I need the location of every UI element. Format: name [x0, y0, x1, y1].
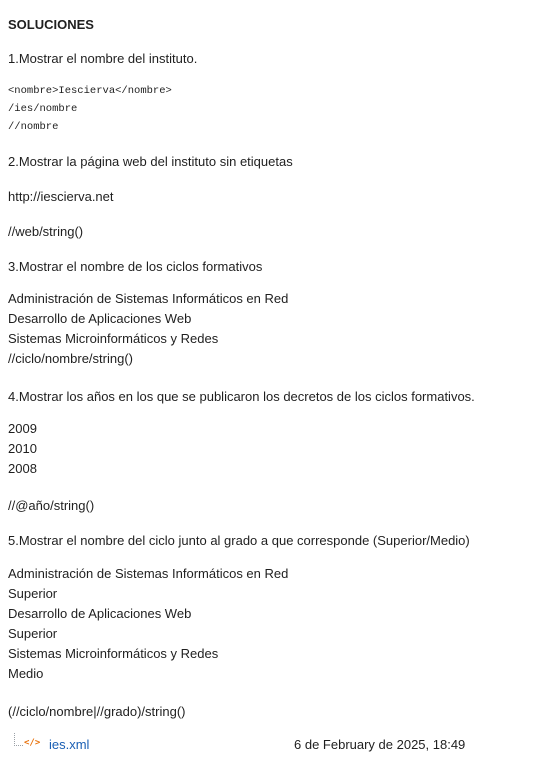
answer-line: Desarrollo de Aplicaciones Web: [8, 606, 192, 621]
answer-line: 2010: [8, 441, 37, 456]
q2-answer: http://iescierva.net: [8, 189, 114, 204]
attachment-row: [14, 737, 514, 755]
answer-line: 2008: [8, 461, 37, 476]
answer-line: Administración de Sistemas Informáticos en Red: [8, 291, 289, 306]
q3-answer: [8, 289, 288, 369]
answer-line: Superior: [8, 586, 58, 601]
code-line: /ies/nombre: [8, 103, 78, 115]
q2-xpath: //web/string(): [8, 224, 84, 239]
q4-answer: [8, 419, 37, 479]
answer-line: Sistemas Microinformáticos y Redes: [8, 646, 219, 661]
attachment-link[interactable]: ies.xml: [49, 737, 90, 752]
q5-heading: 5.Mostrar el nombre del ciclo junto al grado a que corresponde (Superior/Medio): [8, 533, 470, 548]
answer-line: 2009: [8, 421, 37, 436]
code-line: //nombre: [8, 121, 59, 133]
answer-line: Sistemas Microinformáticos y Redes: [8, 331, 219, 346]
answer-line: Desarrollo de Aplicaciones Web: [8, 311, 192, 326]
q5-answer: [8, 564, 288, 684]
q2-heading: 2.Mostrar la página web del instituto sin etiquetas: [8, 154, 293, 169]
q1-code-block: [8, 82, 172, 136]
answer-line: Administración de Sistemas Informáticos en Red: [8, 566, 289, 581]
q1-heading: 1.Mostrar el nombre del instituto.: [8, 51, 198, 66]
q4-heading: 4.Mostrar los años en los que se publicaron los decretos de los ciclos formativos.: [8, 389, 475, 404]
page-title: SOLUCIONES: [8, 17, 94, 32]
answer-line: //ciclo/nombre/string(): [8, 351, 133, 366]
xml-file-icon: </>: [24, 738, 41, 748]
q3-heading: 3.Mostrar el nombre de los ciclos formativos: [8, 259, 263, 274]
q4-xpath: //@año/string(): [8, 498, 95, 513]
tree-connector: [14, 733, 23, 746]
attachment-date: 6 de February de 2025, 18:49: [294, 737, 466, 752]
answer-line: Medio: [8, 666, 44, 681]
q5-xpath: (//ciclo/nombre|//grado)/string(): [8, 704, 186, 719]
answer-line: Superior: [8, 626, 58, 641]
code-line: <nombre>Iescierva</nombre>: [8, 85, 172, 97]
